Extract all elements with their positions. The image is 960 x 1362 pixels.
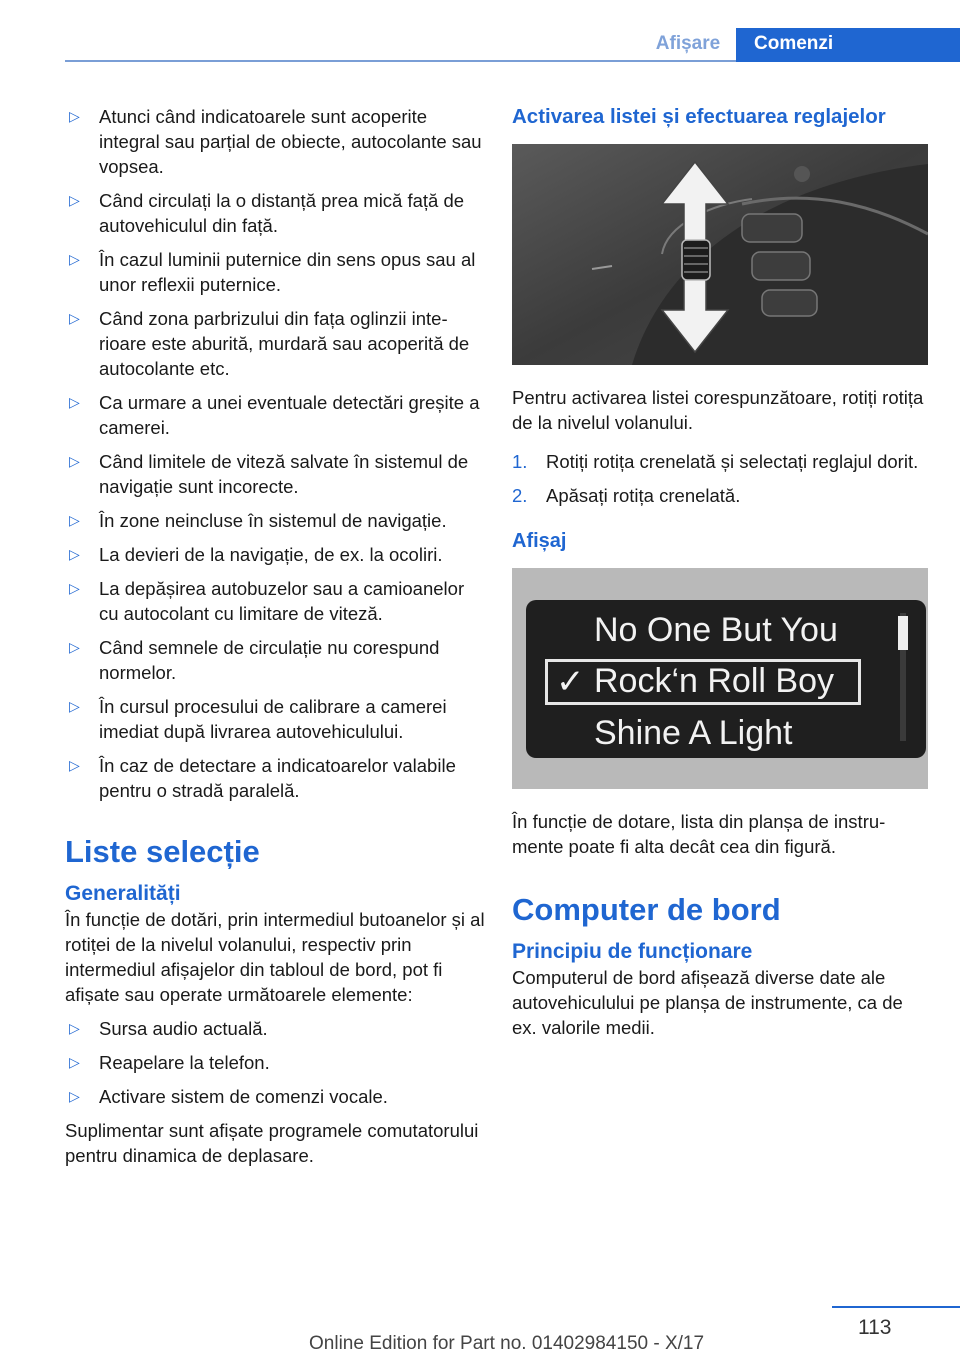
heading-activare-lista: Activarea listei și efectuarea reglajelor <box>512 105 886 128</box>
computer-paragraph: Computerul de bord afișează diverse date ale autovehiculului pe planșa de instrumente, ca de ex. valorile medii. <box>512 967 903 1038</box>
right-column <box>512 104 930 1049</box>
triangle-bullet-icon: ▷ <box>69 698 80 714</box>
triangle-bullet-icon: ▷ <box>69 546 80 562</box>
bullet-list-elements <box>65 1016 485 1109</box>
list-item: 1. Rotiți rotița crenelată și selectați reglajul dorit. <box>512 451 919 472</box>
display-line-1: No One But You <box>594 611 838 649</box>
scrollbar-thumb <box>898 616 908 650</box>
section-title-computer-de-bord: Computer de bord <box>512 892 781 927</box>
list-item: ▷ În cursul procesului de calibrare a camerei imediat după livrarea autovehiculului. <box>69 696 447 742</box>
list-item: ▷ Atunci când indicatoarele sunt acoperite integral sau parțial de obiecte, autocolante sau vopsea. <box>69 106 482 177</box>
outro-paragraph: Suplimentar sunt afișate programele comutatorului pentru dinamica de deplasare. <box>65 1120 479 1166</box>
list-item: ▷ Când zona parbrizului din fața oglinzii interioare este aburită, murdară sau acoperită de autocolante etc. <box>69 308 470 379</box>
display-note-paragraph: În funcție de dotare, lista din planșa de instrumente poate fi alta decât cea din figură. <box>512 811 886 857</box>
triangle-bullet-icon: ▷ <box>69 192 80 208</box>
triangle-bullet-icon: ▷ <box>69 394 80 410</box>
section-title-liste-selectie: Liste selecție <box>65 834 260 869</box>
triangle-bullet-icon: ▷ <box>69 580 80 596</box>
subsection-title-principiu: Principiu de funcționare <box>512 940 753 963</box>
display-line-3: Shine A Light <box>594 714 793 752</box>
left-column <box>65 104 485 1177</box>
display-figure <box>512 568 928 789</box>
list-item: ▷ Reapelare la telefon. <box>69 1052 270 1073</box>
heading-afisaj: Afișaj <box>512 530 567 552</box>
page-number: 113 <box>858 1316 892 1339</box>
triangle-bullet-icon: ▷ <box>69 757 80 773</box>
display-line-2: Rock‘n Roll Boy <box>594 662 834 700</box>
list-item: ▷ Sursa audio actuală. <box>69 1018 268 1039</box>
list-item: 2. Apăsați rotița crenelată. <box>512 485 741 506</box>
step-number: 2. <box>512 485 528 506</box>
triangle-bullet-icon: ▷ <box>69 108 80 124</box>
steering-wheel-figure <box>512 144 928 365</box>
list-item: ▷ Când circulați la o distanță prea mică față de autovehiculul din față. <box>69 190 465 236</box>
list-item: ▷ Ca urmare a unei eventuale detectări greșite a camerei. <box>69 392 480 438</box>
triangle-bullet-icon: ▷ <box>69 1054 80 1070</box>
list-item: ▷ Când limitele de viteză salvate în sistemul de navigație sunt incorecte. <box>69 451 469 497</box>
list-item: ▷ La depășirea autobuzelor sau a camioanelor cu autocolant cu limitare de viteză. <box>69 578 465 624</box>
list-item: ▷ În zone neincluse în sistemul de navigație. <box>69 510 447 531</box>
header-tab-comenzi[interactable]: Comenzi <box>736 28 960 62</box>
triangle-bullet-icon: ▷ <box>69 639 80 655</box>
triangle-bullet-icon: ▷ <box>69 453 80 469</box>
triangle-bullet-icon: ▷ <box>69 1020 80 1036</box>
triangle-bullet-icon: ▷ <box>69 310 80 326</box>
intro-paragraph: În funcție de dotări, prin intermediul butoanelor și al rotiței de la nivelul volanului, respectiv prin intermediul afișajelor din tabloul de bord, pot fi afișate sau operate următoarele elemente: <box>65 909 485 1005</box>
subsection-title-generalitati: Generalități <box>65 882 181 905</box>
steps-list <box>512 449 930 508</box>
list-item: ▷ În cazul luminii puternice din sens opus sau al unor reflexii puternice. <box>69 249 476 295</box>
footer-edition: Online Edition for Part no. 01402984150 - X/17 <box>309 1333 705 1354</box>
triangle-bullet-icon: ▷ <box>69 512 80 528</box>
list-item: ▷ Când semnele de circulație nu corespund normelor. <box>69 637 440 683</box>
triangle-bullet-icon: ▷ <box>69 251 80 267</box>
list-item: ▷ Activare sistem de comenzi vocale. <box>69 1086 388 1107</box>
check-icon: ✓ <box>556 663 585 701</box>
list-item: ▷ La devieri de la navigație, de ex. la ocoliri. <box>69 544 443 565</box>
header-tab-afisare[interactable]: Afișare <box>655 33 721 54</box>
list-item: ▷ În caz de detectare a indicatoarelor valabile pentru o stradă paralelă. <box>69 755 456 801</box>
steering-wheel-illustration <box>512 144 928 365</box>
activation-paragraph: Pentru activarea listei corespunzătoare, rotiți rotița de la nivelul volanului. <box>512 387 924 433</box>
triangle-bullet-icon: ▷ <box>69 1088 80 1104</box>
step-number: 1. <box>512 451 528 472</box>
bullet-list-conditions <box>65 104 485 803</box>
footer-rule <box>832 1306 960 1308</box>
